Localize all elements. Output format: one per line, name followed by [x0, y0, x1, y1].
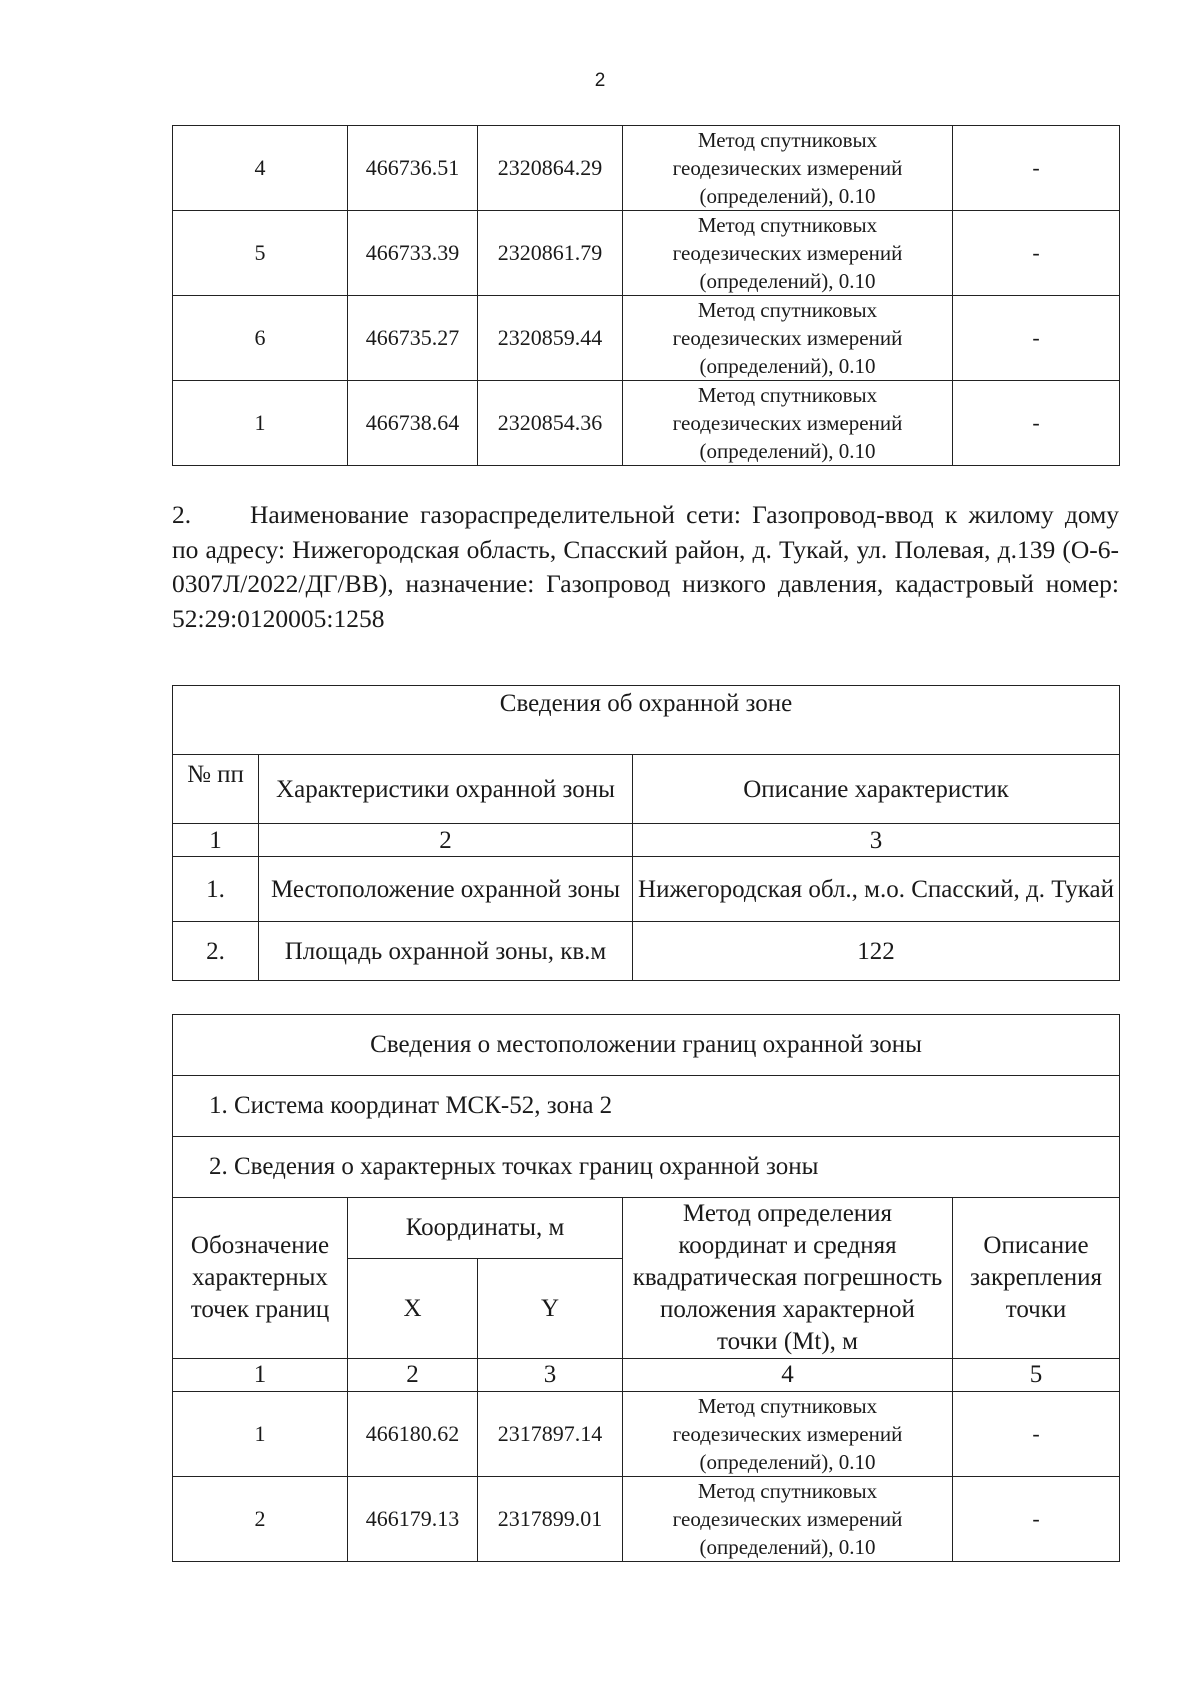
coord-x: 466735.27 [348, 296, 478, 381]
point-description: - [953, 1392, 1120, 1477]
col-number: 2 [348, 1359, 478, 1392]
method-line: Метод спутниковых [697, 383, 878, 407]
coord-x: 466179.13 [348, 1477, 478, 1562]
coord-x: 466180.62 [348, 1392, 478, 1477]
method-line: геодезических измерений [672, 1422, 903, 1446]
method-cell [623, 381, 953, 466]
header-method: Метод определения координат и средняя квадратическая погрешность положения характерной точки (Mt), м [623, 1198, 953, 1359]
header-description: Описание характеристик [633, 755, 1120, 824]
table-row [173, 211, 1120, 296]
coord-x: 466738.64 [348, 381, 478, 466]
point-description: - [953, 1477, 1120, 1562]
table-row [173, 126, 1120, 211]
header-x: X [348, 1259, 478, 1359]
network-description [172, 498, 1119, 636]
col-number: 3 [478, 1359, 623, 1392]
description: Нижегородская обл., м.о. Спасский, д. Тукай [633, 857, 1120, 922]
coord-y: 2317899.01 [478, 1477, 623, 1562]
col-number: 4 [623, 1359, 953, 1392]
method-cell [623, 296, 953, 381]
method-line: Метод спутниковых [697, 1479, 878, 1503]
point-description: - [953, 296, 1120, 381]
header-characteristic: Характеристики охранной зоны [259, 755, 633, 824]
method-line: геодезических измерений [672, 241, 903, 265]
boundary-points-table-continued [172, 125, 1120, 466]
method-line: геодезических измерений [672, 156, 903, 180]
method-line: (определений), 0.10 [699, 354, 876, 378]
method-line: Метод спутниковых [697, 298, 878, 322]
point-description: - [953, 126, 1120, 211]
coord-y: 2320864.29 [478, 126, 623, 211]
col-number: 5 [953, 1359, 1120, 1392]
point-id: 2 [173, 1477, 348, 1562]
method-cell [623, 1392, 953, 1477]
point-description: - [953, 381, 1120, 466]
coord-x: 466736.51 [348, 126, 478, 211]
method-line: (определений), 0.10 [699, 1535, 876, 1559]
coord-x: 466733.39 [348, 211, 478, 296]
method-line: Метод спутниковых [697, 1394, 878, 1418]
method-line: геодезических измерений [672, 411, 903, 435]
coord-y: 2320854.36 [478, 381, 623, 466]
point-id: 1 [173, 1392, 348, 1477]
description: 122 [633, 922, 1120, 981]
paragraph-text: Наименование газораспределительной сети: Газопровод-ввод к жилому дому по адресу: Нижегородская область, Спасский район, д. Тукай, ул. Полевая, д.139 (О-6-0307Л/2022/ДГ/ВВ), назначение: Газопровод низкого давления, кадастровый номер: 52:29:0120005:1258 [172, 500, 1119, 633]
table-title: Сведения о местоположении границ охранной зоны [173, 1015, 1120, 1076]
points-section-title: 2. Сведения о характерных точках границ охранной зоны [173, 1137, 1120, 1198]
col-number: 2 [259, 824, 633, 857]
boundary-points-table [172, 1014, 1120, 1562]
table-row [173, 381, 1120, 466]
method-line: (определений), 0.10 [699, 184, 876, 208]
point-id: 6 [173, 296, 348, 381]
coord-y: 2320859.44 [478, 296, 623, 381]
method-cell [623, 1477, 953, 1562]
coordinate-system: 1. Система координат МСК-52, зона 2 [173, 1076, 1120, 1137]
method-cell [623, 211, 953, 296]
header-point-designation: Обозначение характерных точек границ [173, 1198, 348, 1359]
header-number: № пп [173, 755, 259, 824]
table-row [173, 922, 1120, 981]
characteristic: Площадь охранной зоны, кв.м [259, 922, 633, 981]
point-id: 5 [173, 211, 348, 296]
page-number: 2 [594, 70, 606, 91]
method-line: геодезических измерений [672, 326, 903, 350]
table-row [173, 1392, 1120, 1477]
method-line: (определений), 0.10 [699, 269, 876, 293]
header-coordinates: Координаты, м [348, 1198, 623, 1259]
paragraph-number: 2. [172, 500, 192, 529]
point-id: 4 [173, 126, 348, 211]
point-description: - [953, 211, 1120, 296]
method-line: Метод спутниковых [697, 213, 878, 237]
table-row [173, 1477, 1120, 1562]
table-row [173, 296, 1120, 381]
table-row [173, 857, 1120, 922]
coord-y: 2317897.14 [478, 1392, 623, 1477]
method-line: геодезических измерений [672, 1507, 903, 1531]
method-line: (определений), 0.10 [699, 439, 876, 463]
point-id: 1 [173, 381, 348, 466]
method-line: (определений), 0.10 [699, 1450, 876, 1474]
row-number: 1. [173, 857, 259, 922]
characteristic: Местоположение охранной зоны [259, 857, 633, 922]
header-fixing-description: Описание закрепления точки [953, 1198, 1120, 1359]
row-number: 2. [173, 922, 259, 981]
table-title: Сведения об охранной зоне [173, 686, 1120, 755]
method-line: Метод спутниковых [697, 128, 878, 152]
coord-y: 2320861.79 [478, 211, 623, 296]
header-y: Y [478, 1259, 623, 1359]
method-cell [623, 126, 953, 211]
protected-zone-table [172, 685, 1120, 981]
col-number: 3 [633, 824, 1120, 857]
col-number: 1 [173, 1359, 348, 1392]
col-number: 1 [173, 824, 259, 857]
